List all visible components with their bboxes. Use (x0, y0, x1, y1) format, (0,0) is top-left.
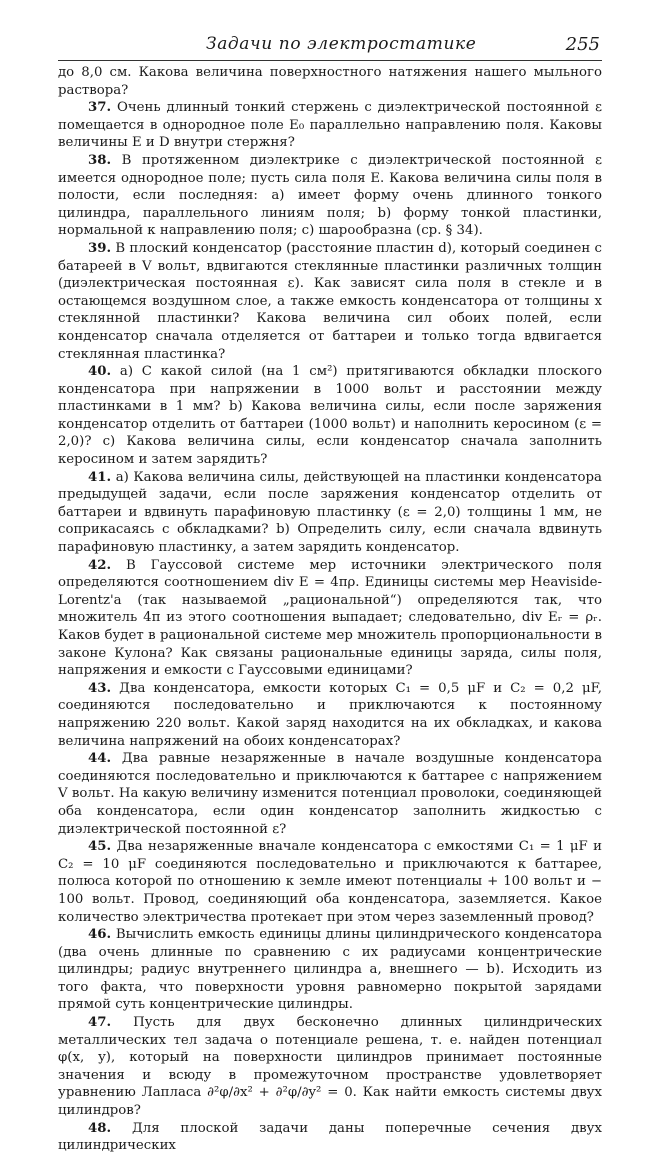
problem-text: Для плоской задачи даны поперечные сечения двух цилиндрических (58, 1120, 602, 1154)
page-number: 255 (565, 34, 600, 55)
problem-39 (58, 240, 602, 363)
problem-number: 40. (88, 364, 112, 380)
problem-42 (58, 557, 602, 680)
problem-48 (58, 1120, 602, 1155)
problem-text: a) С какой силой (на 1 см²) притягиваются обкладки плоского конденсатора при напряжении в 1000 вольт и расстоянии между пластинками в 1 мм? b) Какова величина силы, если после заряжения конденсатор отделить от баттареи (1000 вольт) и наполнить керосином (ε = 2,0)? c) Какова величина силы, если конденсатор сначала заполнить керосином и затем зарядить? (58, 364, 602, 468)
problem-43 (58, 680, 602, 750)
problem-45 (58, 838, 602, 926)
header-title: Задачи по электростатике (206, 34, 477, 54)
problem-text: Два конденсатора, емкости которых C₁ = 0,5 μF и C₂ = 0,2 μF, соединяются последовательно и приключаются к постоянному напряжению 220 вольт. Какой заряд находится на их обкладках, и какова величина напряжений на обоих конденсаторах? (58, 680, 602, 749)
running-header (110, 34, 600, 58)
problem-text: Два равные незаряженные в начале воздушные конденсатора соединяются последовательно и приключаются к баттарее с напряжением V вольт. На какую величину изменится потенциал проволоки, соединяющей оба конденсатора, если один конденсатор заполнить жидкостью с диэлектрической постоянной ε? (58, 751, 602, 837)
problem-41 (58, 469, 602, 557)
problem-number: 43. (88, 680, 112, 696)
header-rule (58, 60, 602, 61)
problem-47 (58, 1014, 602, 1120)
paragraph-text: до 8,0 см. Какова величина поверхностного натяжения нашего мыльного раствора? (58, 65, 602, 98)
problem-number: 47. (88, 1015, 112, 1031)
problem-44 (58, 750, 602, 838)
problem-number: 42. (88, 557, 112, 573)
page-body (58, 64, 602, 1155)
problem-number: 45. (88, 839, 112, 855)
problem-number: 48. (88, 1120, 112, 1136)
problem-number: 38. (88, 152, 112, 168)
problem-text: Два незаряженные вначале конденсатора с емкостями C₁ = 1 μF и C₂ = 10 μF соединяются последовательно и приключаются к баттарее, полюса которой по отношению к земле имеют потенциалы + 100 вольт и − 100 вольт. Провод, соединяющий оба конденсатора, заземляется. Какое количество электричества протекает при этом через заземленный провод? (58, 839, 602, 925)
problem-text: a) Какова величина силы, действующей на пластинки конденсатора предыдущей задачи, если после заряжения конденсатор отделить от баттареи и вдвинуть парафиновую пластинку (ε = 2,0) толщины 1 мм, не соприкасаясь с обкладками? b) Определить силу, если сначала вдвинуть парафиновую пластинку, а затем зарядить конденсатор. (58, 469, 602, 556)
problem-text: В протяженном диэлектрике с диэлектрической постоянной ε имеется однородное поле; пусть сила поля E. Какова величина силы поля в полости, если последняя: a) имеет форму очень длинного тонкого цилиндра, параллельного линиям поля; b) форму тонкой пластинки, нормальной к направлению поля; c) шарообразна (ср. § 34). (58, 152, 602, 239)
problem-number: 39. (88, 240, 112, 256)
problem-number: 46. (88, 927, 112, 943)
problem-number: 37. (88, 100, 112, 116)
problem-46 (58, 926, 602, 1014)
problem-37 (58, 99, 602, 152)
problem-number: 41. (88, 469, 112, 485)
problem-number: 44. (88, 751, 112, 767)
paragraph-continuation (58, 64, 602, 99)
problem-40 (58, 363, 602, 469)
problem-text: В плоский конденсатор (расстояние пластин d), который соединен с батареей в V вольт, вдвигаются стеклянные пластинки различных толщин (диэлектрическая постоянная ε). Как зависят сила поля в стекле и в остающемся воздушном слое, а также емкость конденсатора от толщины x стеклянной пластинки? Какова величина сил обоих полей, если конденсатор сначала отделяется от баттареи и только тогда вдвигается стеклянная пластинка? (58, 240, 602, 362)
problem-text: Пусть для двух бесконечно длинных цилиндрических металлических тел задача о потенциале решена, т. е. найден потенциал φ(x, y), который на поверхности цилиндров принимает постоянные значения и всюду в промежуточном пространстве удовлетворяет уравнению Лапласа ∂²φ/∂x² + ∂²φ/∂y² = 0. Как найти емкость системы двух цилиндров? (58, 1015, 602, 1119)
problem-text: В Гауссовой системе мер источники электрического поля определяются соотношением div E = 4πρ. Единицы системы мер Heaviside-Lorentz'a (так называемой „рациональной“) определяются так, что множитель 4π из этого соотношения выпадает; следовательно, div Eᵣ = ρᵣ. Каков будет в рациональной системе мер множитель пропорциональности в законе Кулона? Как связаны рациональные единицы заряда, силы поля, напряжения и емкости с Гауссовыми единицами? (58, 557, 602, 679)
problem-38 (58, 152, 602, 240)
problem-text: Вычислить емкость единицы длины цилиндрического конденсатора (два очень длинные по сравнению с их радиусами концентрические цилиндры; радиус внутреннего цилиндра a, внешнего — b). Исходить из того факта, что поверхности уровня равномерно покрытой зарядами прямой суть концентрические цилиндры. (58, 927, 602, 1013)
problem-text: Очень длинный тонкий стержень с диэлектрической постоянной ε помещается в однородное поле E₀ параллельно направлению поля. Каковы величины E и D внутри стержня? (58, 100, 602, 151)
